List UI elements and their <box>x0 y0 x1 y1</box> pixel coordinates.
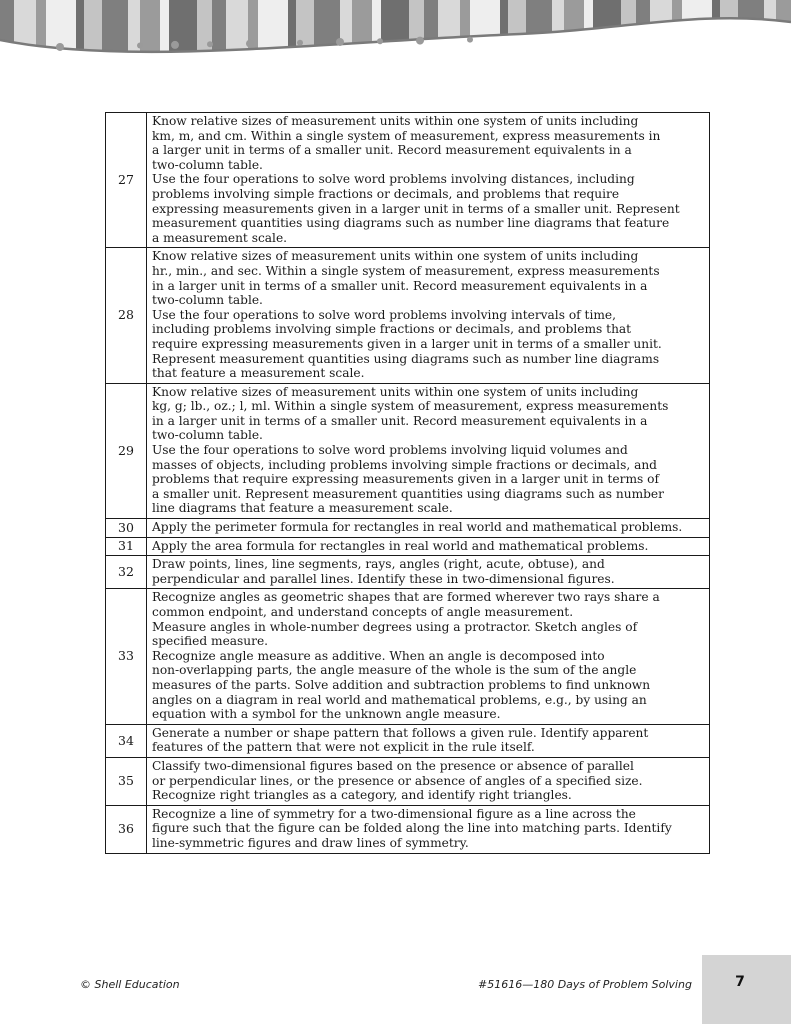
standard-number: 29 <box>106 383 147 518</box>
standard-text-line: Apply the area formula for rectangles in real world and mathematical problems. <box>152 538 649 553</box>
banner-stripe <box>682 0 712 72</box>
banner-stripe <box>169 0 197 72</box>
banner-dot <box>246 40 254 48</box>
banner-stripe <box>508 0 526 72</box>
banner-dot <box>171 41 179 49</box>
banner-dot <box>207 41 213 47</box>
standard-text-line: Represent measurement quantities using diagrams such as number line diagrams <box>152 351 660 366</box>
banner-stripe <box>288 0 296 72</box>
banner-stripe <box>226 0 248 72</box>
standard-row <box>106 537 710 556</box>
banner-stripe <box>352 0 372 72</box>
banner-stripe <box>340 0 352 72</box>
standard-row <box>106 519 710 538</box>
standard-text-line: features of the pattern that were not explicit in the rule itself. <box>152 740 535 755</box>
standard-text-line: km, m, and cm. Within a single system of measurement, express measurements in <box>152 128 661 143</box>
standard-text-line: in a larger unit in terms of a smaller unit. Record measurement equivalents in a <box>152 278 648 293</box>
standard-text-line: figure such that the figure can be folded along the line into matching parts. Identify <box>152 821 672 836</box>
banner-stripe <box>381 0 409 72</box>
banner-stripe <box>636 0 650 72</box>
standard-text-line: Generate a number or shape pattern that follows a given rule. Identify apparent <box>152 725 649 740</box>
standard-description <box>147 383 710 518</box>
banner-stripe <box>76 0 84 72</box>
standard-text-line: non-overlapping parts, the angle measure of the whole is the sum of the angle <box>152 663 637 678</box>
standard-text-line: Recognize a line of symmetry for a two-dimensional figure as a line across the <box>152 806 636 821</box>
banner-stripe <box>584 0 593 72</box>
standard-text-line: Classify two-dimensional figures based on the presence or absence of parallel <box>152 758 634 773</box>
banner-stripe <box>102 0 128 72</box>
banner-stripe <box>128 0 140 72</box>
standard-text-line: line diagrams that feature a measurement scale. <box>152 501 453 516</box>
standard-row <box>106 805 710 853</box>
standard-row <box>106 589 710 724</box>
banner-dot <box>416 37 424 45</box>
standard-number: 34 <box>106 724 147 757</box>
standard-number: 31 <box>106 537 147 556</box>
banner-dot <box>297 40 303 46</box>
standard-text-line: Measure angles in whole-number degrees using a protractor. Sketch angles of <box>152 619 638 634</box>
standard-row <box>106 757 710 805</box>
standard-text-line: Use the four operations to solve word problems involving liquid volumes and <box>152 443 628 458</box>
banner-dot <box>377 38 383 44</box>
banner-stripe <box>160 0 169 72</box>
standard-description <box>147 248 710 383</box>
standard-text-line: kg, g; lb., oz.; l, ml. Within a single system of measurement, express measurements <box>152 399 669 414</box>
banner-stripe <box>296 0 314 72</box>
banner-stripe <box>372 0 381 72</box>
standard-number: 30 <box>106 519 147 538</box>
standard-text-line: Apply the perimeter formula for rectangles in real world and mathematical problems. <box>152 520 683 535</box>
standard-text-line: equation with a symbol for the unknown angle measure. <box>152 707 501 722</box>
banner-stripe <box>314 0 340 72</box>
standard-text-line: or perpendicular lines, or the presence or absence of angles of a specified size. <box>152 773 643 788</box>
standard-text-line: Know relative sizes of measurement units within one system of units including <box>152 249 639 264</box>
banner-stripe <box>14 0 36 72</box>
banner-stripe <box>720 0 738 72</box>
banner-stripe <box>650 0 672 72</box>
standard-text-line: perpendicular and parallel lines. Identify these in two-dimensional figures. <box>152 571 615 586</box>
standard-text-line: two-column table. <box>152 428 263 443</box>
banner-stripe <box>36 0 46 72</box>
standard-description <box>147 805 710 853</box>
standard-text-line: including problems involving simple fractions or decimals, and problems that <box>152 322 632 337</box>
standard-text-line: common endpoint, and understand concepts of angle measurement. <box>152 605 574 619</box>
standard-row <box>106 556 710 589</box>
banner-stripe <box>593 0 621 72</box>
footer-copyright: © Shell Education <box>80 978 180 991</box>
standard-description <box>147 757 710 805</box>
standard-description <box>147 589 710 724</box>
standard-text-line: Use the four operations to solve word problems involving distances, including <box>152 172 635 187</box>
standard-row <box>106 113 710 248</box>
banner-stripe <box>258 0 288 72</box>
page-number: 7 <box>735 974 745 990</box>
standard-text-line: masses of objects, including problems involving simple fractions or decimals, and <box>152 457 657 472</box>
standard-text-line: line-symmetric figures and draw lines of symmetry. <box>152 835 469 850</box>
banner-stripe <box>248 0 258 72</box>
banner-stripe <box>46 0 76 72</box>
banner-stripe <box>712 0 720 72</box>
banner-stripe <box>526 0 552 72</box>
standard-text-line: problems involving simple fractions or decimals, and problems that require <box>152 186 620 201</box>
standard-description <box>147 556 710 589</box>
standard-text-line: Recognize angle measure as additive. When an angle is decomposed into <box>152 648 605 663</box>
standard-text-line: a measurement scale. <box>152 230 288 245</box>
standard-text-line: that feature a measurement scale. <box>152 366 365 381</box>
banner-stripe <box>212 0 226 72</box>
standard-row <box>106 383 710 518</box>
standard-text-line: hr., min., and sec. Within a single system of measurement, express measurements <box>152 263 660 278</box>
banner-stripe <box>672 0 682 72</box>
banner-stripe <box>621 0 636 72</box>
banner-stripe <box>409 0 424 72</box>
banner-stripe <box>0 0 14 72</box>
banner-stripe <box>738 0 764 72</box>
standard-description <box>147 519 710 538</box>
banner-stripe <box>197 0 212 72</box>
standard-number: 35 <box>106 757 147 805</box>
standard-text-line: Draw points, lines, line segments, rays, angles (right, acute, obtuse), and <box>152 557 605 572</box>
banner-stripe <box>424 0 438 72</box>
standard-text-line: problems that require expressing measurements given in a larger unit in terms of <box>152 472 659 487</box>
standard-row <box>106 248 710 383</box>
banner-stripe <box>552 0 564 72</box>
standard-number: 32 <box>106 556 147 589</box>
standard-number: 27 <box>106 113 147 248</box>
standard-text-line: two-column table. <box>152 157 263 172</box>
banner-stripes-graphic <box>0 0 791 72</box>
standard-text-line: a larger unit in terms of a smaller unit. Record measurement equivalents in a <box>152 143 632 158</box>
banner-dot <box>137 43 143 49</box>
standard-text-line: angles on a diagram in real world and mathematical problems, e.g., by using an <box>152 692 647 707</box>
banner-dot <box>56 43 64 51</box>
standard-text-line: Use the four operations to solve word problems involving intervals of time, <box>152 307 616 322</box>
standard-text-line: expressing measurements given in a larger unit in terms of a smaller unit. Represent <box>152 201 680 216</box>
banner-stripe <box>564 0 584 72</box>
standard-text-line: specified measure. <box>152 634 269 649</box>
banner-dot <box>336 38 344 46</box>
standard-description <box>147 113 710 248</box>
standard-text-line: Know relative sizes of measurement units within one system of units including <box>152 384 639 399</box>
standard-description <box>147 537 710 556</box>
banner-stripe <box>764 0 776 72</box>
standard-text-line: measurement quantities using diagrams such as number line diagrams that feature <box>152 216 670 231</box>
standard-text-line: two-column table. <box>152 293 263 308</box>
standard-number: 33 <box>106 589 147 724</box>
banner-dot <box>467 37 473 43</box>
standard-text-line: require expressing measurements given in a larger unit in terms of a smaller unit. <box>152 336 662 351</box>
standard-text-line: Recognize angles as geometric shapes that are formed wherever two rays share a <box>152 590 660 605</box>
footer-book-title: #51616—180 Days of Problem Solving <box>478 978 692 991</box>
standard-description <box>147 724 710 757</box>
standard-number: 28 <box>106 248 147 383</box>
standard-number: 36 <box>106 805 147 853</box>
standard-text-line: Recognize right triangles as a category, and identify right triangles. <box>152 788 572 803</box>
standard-text-line: in a larger unit in terms of a smaller unit. Record measurement equivalents in a <box>152 413 648 428</box>
standards-table <box>105 112 710 854</box>
banner-stripe <box>84 0 102 72</box>
standard-text-line: Know relative sizes of measurement units within one system of units including <box>152 114 639 128</box>
banner-stripe <box>776 0 791 72</box>
decorative-header-banner <box>0 0 791 72</box>
standards-table-body <box>106 113 710 854</box>
standard-text-line: measures of the parts. Solve addition and subtraction problems to find unknown <box>152 677 651 692</box>
standard-row <box>106 724 710 757</box>
standard-text-line: a smaller unit. Represent measurement quantities using diagrams such as number <box>152 486 664 501</box>
banner-stripe <box>140 0 160 72</box>
